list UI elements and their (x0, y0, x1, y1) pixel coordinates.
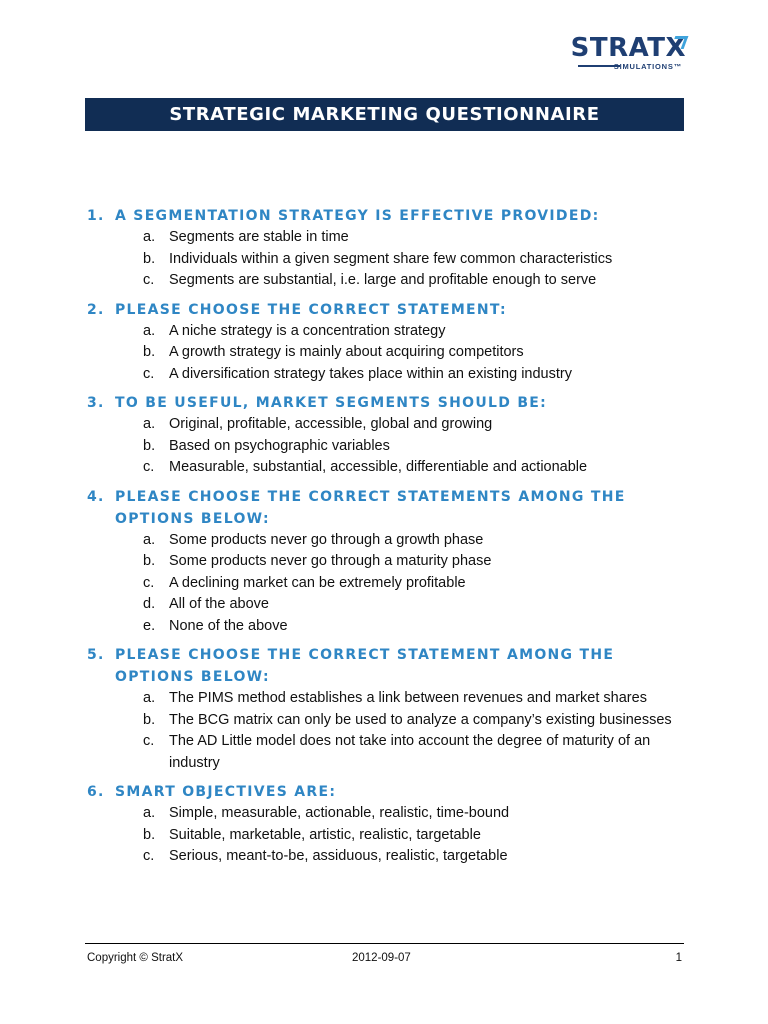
option-text: A growth strategy is mainly about acquiring competitors (169, 344, 524, 360)
question-number: 2. (87, 301, 105, 318)
option-letter: c. (143, 459, 155, 475)
option-letter: c. (143, 574, 155, 591)
option-letter: a. (143, 229, 156, 245)
question-3 (87, 392, 687, 479)
question-6 (87, 781, 687, 868)
option-text: A niche strategy is a concentration strategy (169, 322, 446, 339)
question-1 (87, 205, 687, 292)
option-item (87, 249, 687, 271)
option-letter: c. (143, 848, 155, 864)
option-text: The PIMS method establishes a link between revenues and market shares (169, 690, 647, 706)
option-text: Original, profitable, accessible, global and growing (169, 416, 493, 432)
option-item (87, 846, 687, 868)
question-4 (87, 486, 687, 638)
option-letter: a. (143, 805, 156, 821)
option-item (87, 457, 687, 479)
option-text: Serious, meant-to-be, assiduous, realistic, targetable (169, 848, 508, 864)
footer-divider (85, 943, 684, 944)
option-text: Suitable, marketable, artistic, realistic, targetable (169, 826, 481, 843)
footer-page-number: 1 (675, 952, 682, 964)
option-text: Some products never go through a maturity phase (169, 553, 492, 569)
option-item (87, 616, 687, 638)
option-item (87, 594, 687, 616)
option-letter: c. (143, 733, 155, 749)
option-text: The AD Little model does not take into account the degree of maturity of an industry (169, 733, 651, 771)
option-letter: b. (143, 553, 156, 569)
question-number: 1. (87, 208, 105, 224)
option-item (87, 436, 687, 458)
option-text: A declining market can be extremely profitable (169, 574, 466, 591)
option-text: None of the above (169, 617, 288, 634)
logo-wordmark: STRATX (570, 33, 686, 63)
option-letter: b. (143, 711, 156, 728)
question-text: TO BE USEFUL, MARKET SEGMENTS SHOULD BE: (115, 395, 548, 411)
option-item (87, 321, 687, 343)
stratx-logo (570, 34, 686, 74)
option-text: Simple, measurable, actionable, realistic, time-bound (169, 805, 510, 821)
logo-tagline: SIMULATIONS™ (613, 62, 682, 71)
option-item (87, 731, 687, 774)
question-text: SMART OBJECTIVES ARE: (115, 784, 337, 800)
option-text: Segments are substantial, i.e. large and profitable enough to serve (169, 272, 597, 288)
question-2 (87, 299, 687, 386)
question-5 (87, 644, 687, 774)
option-text: A diversification strategy takes place within an existing industry (169, 365, 572, 382)
option-text: All of the above (169, 596, 269, 612)
option-letter: a. (143, 322, 156, 339)
footer-date: 2012-09-07 (352, 952, 411, 964)
option-item (87, 573, 687, 595)
option-letter: e. (143, 617, 156, 634)
footer-copyright: Copyright © StratX (87, 952, 184, 964)
option-item (87, 710, 687, 732)
option-text: Based on psychographic variables (169, 437, 390, 454)
question-text: PLEASE CHOOSE THE CORRECT STATEMENT: (115, 301, 507, 318)
question-text: PLEASE CHOOSE THE CORRECT STATEMENTS AMONG THE OPTIONS BELOW: (115, 488, 626, 527)
option-letter: b. (143, 344, 156, 360)
option-letter: c. (143, 272, 155, 288)
question-list (87, 205, 687, 875)
option-item (87, 414, 687, 436)
question-text: A SEGMENTATION STRATEGY IS EFFECTIVE PROVIDED: (115, 208, 600, 224)
option-item (87, 364, 687, 386)
page-title: STRATEGIC MARKETING QUESTIONNAIRE (85, 98, 684, 131)
option-item (87, 551, 687, 573)
option-item (87, 227, 687, 249)
option-item (87, 825, 687, 847)
option-letter: d. (143, 596, 156, 612)
option-letter: a. (143, 416, 156, 432)
option-letter: b. (143, 250, 156, 267)
question-number: 6. (87, 784, 105, 800)
question-number: 4. (87, 488, 105, 505)
question-text: PLEASE CHOOSE THE CORRECT STATEMENT AMONG THE OPTIONS BELOW: (115, 647, 615, 685)
option-item (87, 688, 687, 710)
option-text: The BCG matrix can only be used to analyze a company’s existing businesses (169, 711, 672, 728)
option-letter: b. (143, 437, 156, 454)
option-letter: a. (143, 531, 156, 548)
option-text: Measurable, substantial, accessible, differentiable and actionable (169, 459, 588, 475)
option-item (87, 270, 687, 292)
question-number: 5. (87, 647, 105, 663)
option-text: Some products never go through a growth phase (169, 531, 484, 548)
option-letter: c. (143, 365, 155, 382)
option-letter: a. (143, 690, 156, 706)
option-item (87, 342, 687, 364)
option-text: Individuals within a given segment share few common characteristics (169, 250, 613, 267)
option-letter: b. (143, 826, 156, 843)
option-item (87, 530, 687, 552)
option-text: Segments are stable in time (169, 229, 349, 245)
question-number: 3. (87, 395, 105, 411)
option-item (87, 803, 687, 825)
